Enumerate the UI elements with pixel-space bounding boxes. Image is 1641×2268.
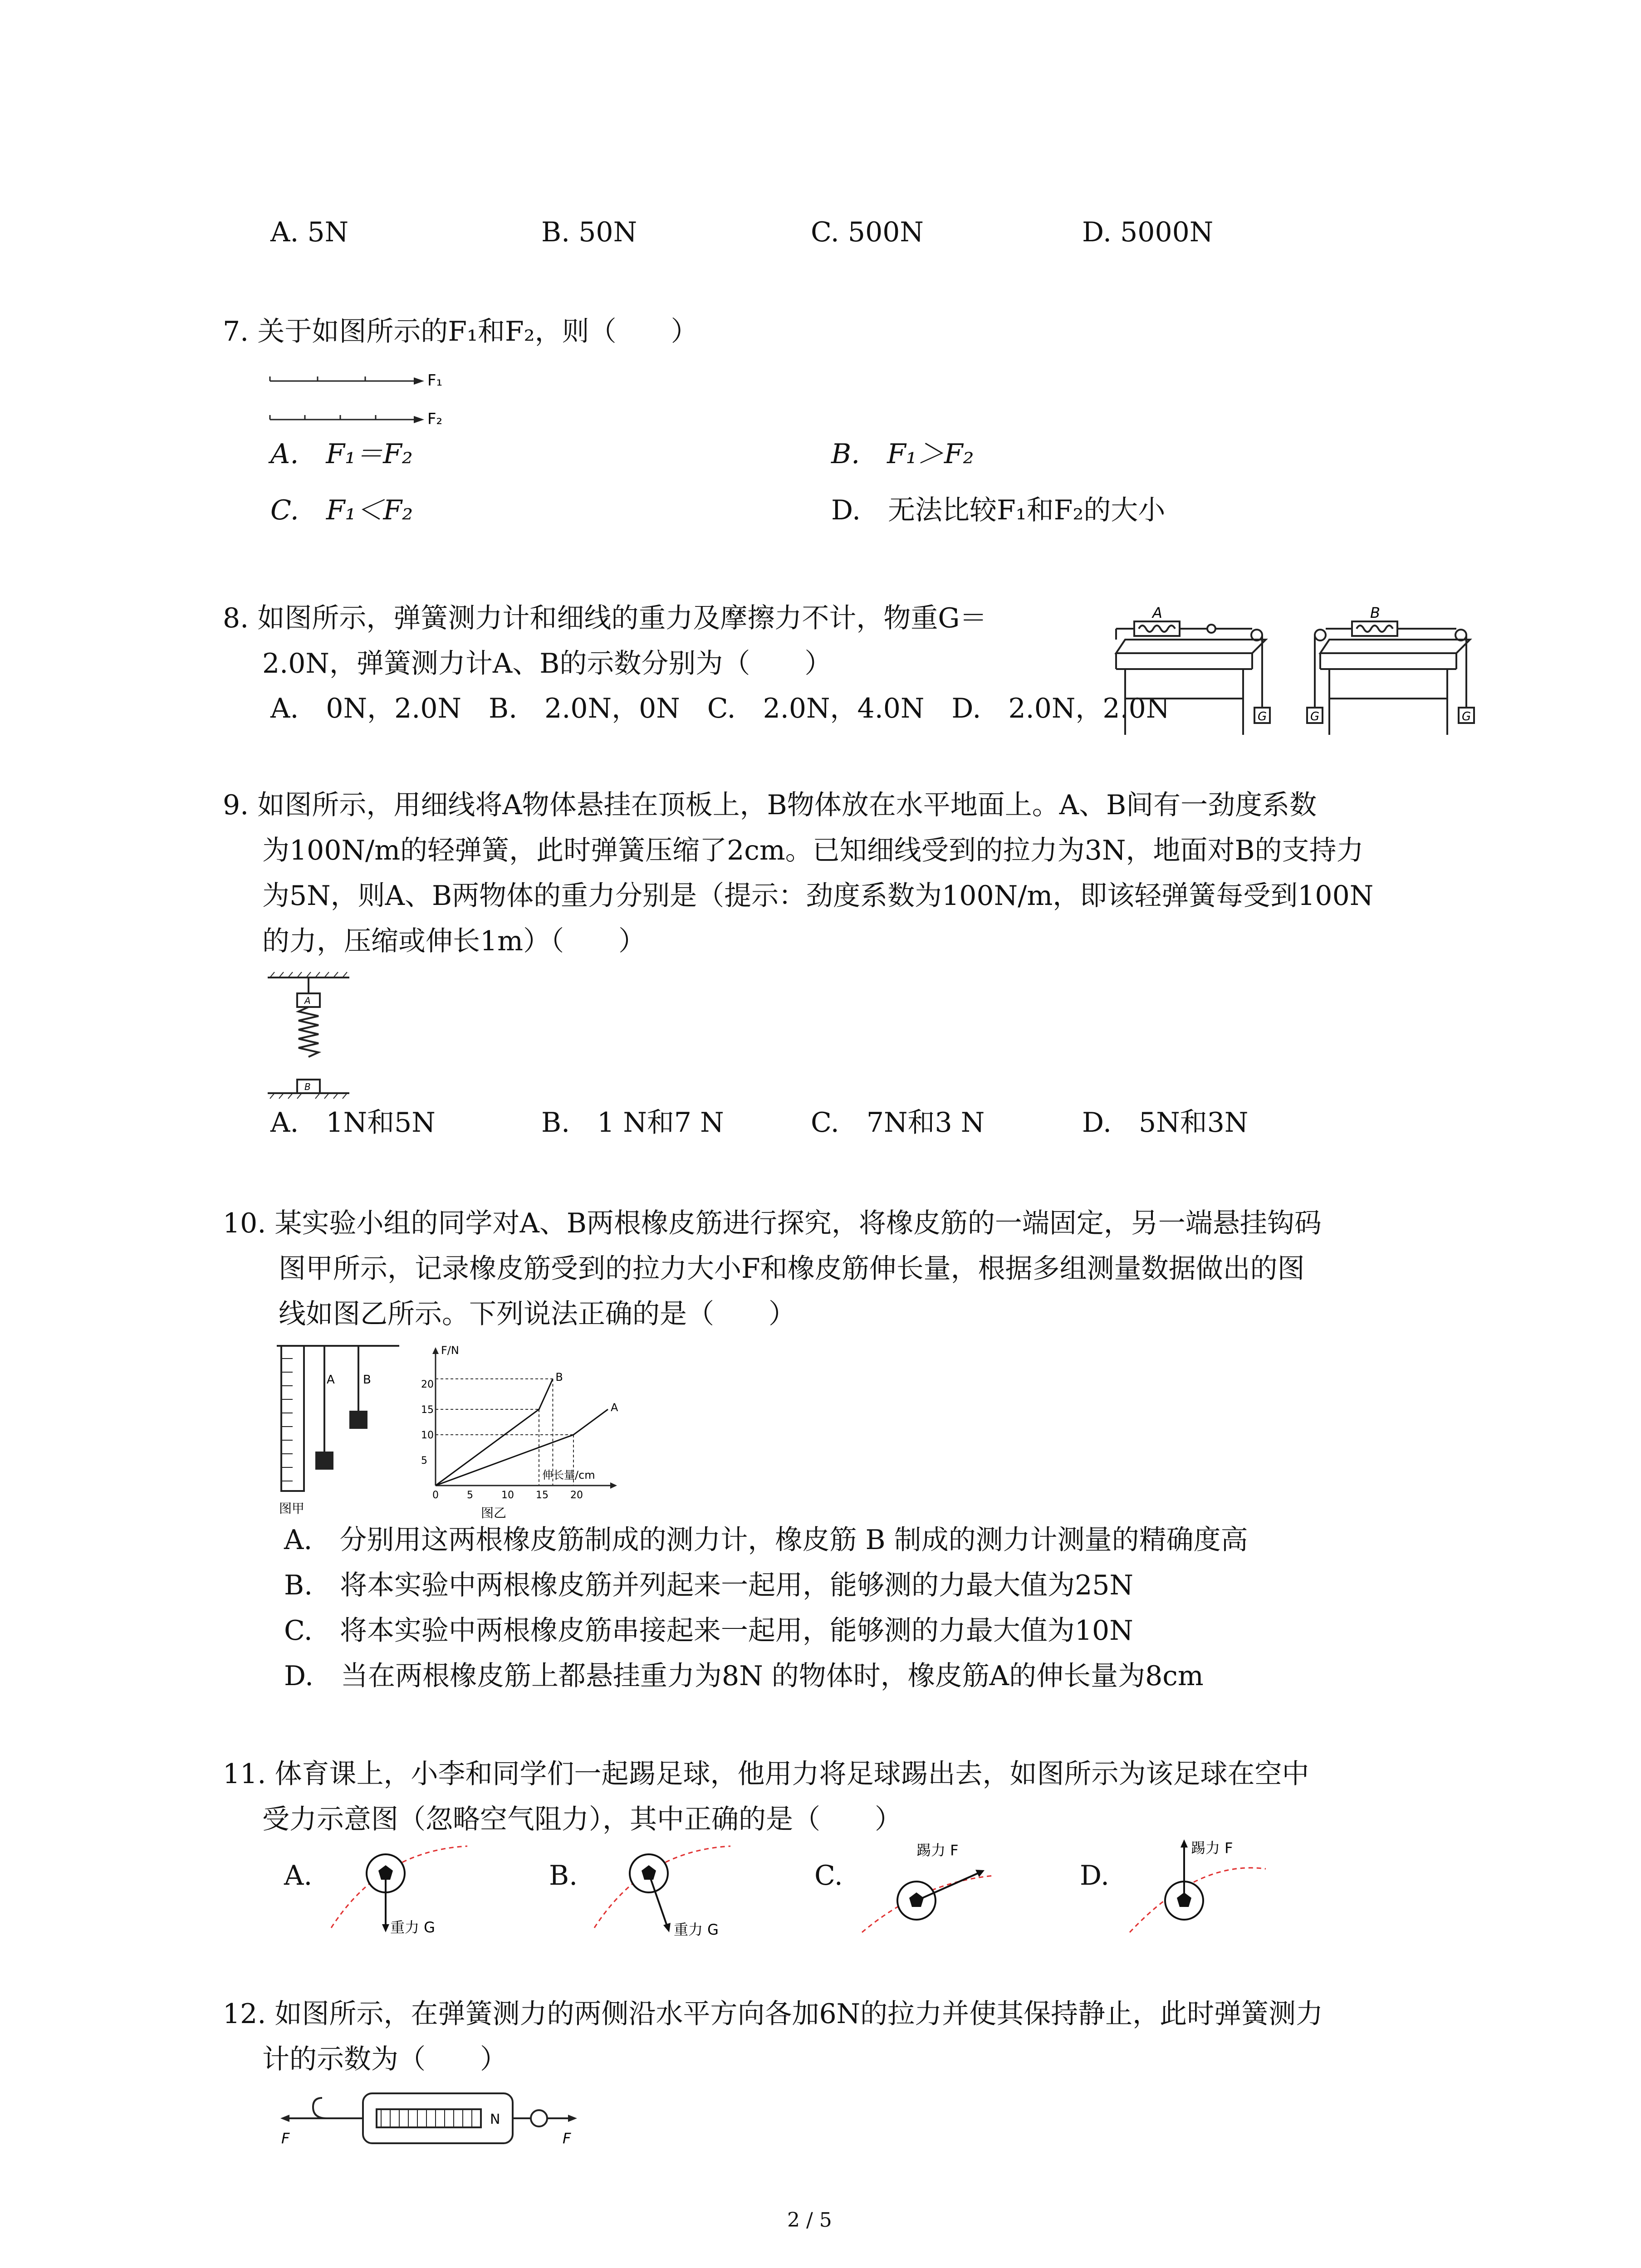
q11-fig-c xyxy=(857,1828,1030,1941)
q11-d-kick-label: 踢力 F xyxy=(1191,1839,1233,1857)
q7-option-b: B. F₁＞F₂ xyxy=(831,438,974,470)
q10-line1: 10. 某实验小组的同学对A、B两根橡皮筋进行探究，将橡皮筋的一端固定，另一端悬挂钩码 xyxy=(223,1207,1322,1239)
q6-option-b: B. 50N xyxy=(541,216,637,248)
q11-option-c-label: C. xyxy=(814,1860,843,1892)
q12-spring-scale-figure xyxy=(277,2087,585,2159)
chart-y-tick-1: 10 xyxy=(421,1430,434,1441)
q11-option-a-label: A. xyxy=(284,1860,313,1892)
q8-label-a: A xyxy=(1152,604,1162,621)
q9-option-b: B. 1 N和7 N xyxy=(541,1107,724,1139)
q9-label-a: A xyxy=(304,995,311,1006)
q9-line3: 为5N，则A、B两物体的重力分别是（提示：劲度系数为100N/m，即该轻弹簧每受到100N xyxy=(262,880,1374,912)
chart-y-tick-0: 5 xyxy=(421,1455,427,1466)
q12-line1: 12. 如图所示，在弹簧测力的两侧沿水平方向各加6N的拉力并使其保持静止，此时弹簧测力 xyxy=(223,1998,1323,2030)
q11-option-b-label: B. xyxy=(549,1860,578,1892)
q10-line2: 图甲所示，记录橡皮筋受到的拉力大小F和橡皮筋伸长量，根据多组测量数据做出的图 xyxy=(279,1253,1305,1285)
q11-fig-d xyxy=(1125,1828,1298,1941)
q11-line1: 11. 体育课上，小李和同学们一起踢足球，他用力将足球踢出去，如图所示为该足球在空中 xyxy=(223,1758,1309,1790)
q9-spring-figure xyxy=(265,968,352,1105)
q10-fig-jia xyxy=(272,1340,408,1517)
q9-option-a: A. 1N和5N xyxy=(270,1107,436,1139)
q12-line2: 计的示数为（ ） xyxy=(262,2043,507,2075)
q7-f2-label: F₂ xyxy=(427,410,443,428)
svg-text:A: A xyxy=(327,1373,335,1387)
q11-c-kick-label: 踢力 F xyxy=(916,1842,959,1859)
q8-weight-label-1: G xyxy=(1258,710,1267,723)
q10-option-b: B. 将本实验中两根橡皮筋并列起来一起用，能够测的力最大值为25N xyxy=(284,1569,1134,1601)
svg-text:B: B xyxy=(363,1373,371,1387)
q11-line2: 受力示意图（忽略空气阻力），其中正确的是（ ） xyxy=(262,1804,902,1835)
q9-line1: 9. 如图所示，用细线将A物体悬挂在顶板上，B物体放在水平地面上。A、B间有一劲度系数 xyxy=(223,789,1317,821)
q12-force-right-label: F xyxy=(563,2130,571,2147)
chart-x-tick-1: 5 xyxy=(467,1490,473,1501)
chart-x-label: 伸长量/cm xyxy=(542,1469,595,1481)
q9-option-d: D. 5N和3N xyxy=(1082,1107,1249,1139)
q9-line2: 为100N/m的轻弹簧，此时弹簧压缩了2cm。已知细线受到的拉力为3N，地面对B的支持力 xyxy=(262,835,1364,866)
q11-fig-a xyxy=(327,1837,490,1941)
q8-weight-label-3: G xyxy=(1462,710,1471,723)
chart-x-tick-0: 0 xyxy=(432,1490,439,1501)
q10-option-c: C. 将本实验中两根橡皮筋串接起来一起用，能够测的力最大值为10N xyxy=(284,1615,1133,1647)
q9-line4: 的力，压缩或伸长1m）（ ） xyxy=(262,925,646,957)
chart-series-label-B: B xyxy=(555,1370,563,1383)
q12-unit-label: N xyxy=(490,2112,500,2127)
chart-x-tick-4: 20 xyxy=(570,1490,583,1501)
chart-y-tick-2: 15 xyxy=(421,1404,434,1416)
page-number: 2 / 5 xyxy=(787,2209,832,2232)
q11-b-gravity-label: 重力 G xyxy=(674,1921,719,1938)
q7-option-d: D. 无法比较F₁和F₂的大小 xyxy=(831,494,1166,526)
q11-fig-b xyxy=(590,1837,753,1946)
q7-option-a: A. F₁＝F₂ xyxy=(270,438,413,470)
q6-option-a: A. 5N xyxy=(270,216,349,248)
q10-fig-yi-caption: 图乙 xyxy=(481,1505,507,1520)
q10-option-d: D. 当在两根橡皮筋上都悬挂重力为8N 的物体时，橡皮筋A的伸长量为8cm xyxy=(284,1660,1204,1692)
chart-series-B xyxy=(436,1379,553,1486)
q6-option-c: C. 500N xyxy=(811,216,924,248)
chart-y-label: F/N xyxy=(441,1344,459,1357)
q8-line2: 2.0N，弹簧测力计A、B的示数分别为（ ） xyxy=(262,648,832,679)
chart-y-tick-3: 20 xyxy=(421,1379,434,1390)
q9-option-c: C. 7N和3 N xyxy=(811,1107,985,1139)
q7-stem: 7. 关于如图所示的F₁和F₂，则（ ） xyxy=(223,316,698,347)
chart-x-tick-2: 10 xyxy=(501,1490,514,1501)
q11-option-d-label: D. xyxy=(1080,1860,1110,1892)
chart-series-label-A: A xyxy=(611,1401,618,1414)
q7-option-c: C. F₁＜F₂ xyxy=(270,494,413,526)
q7-force-arrows-figure xyxy=(268,363,458,435)
q8-line1: 8. 如图所示，弹簧测力计和细线的重力及摩擦力不计，物重G＝ xyxy=(223,602,987,634)
q10-line3: 线如图乙所示。下列说法正确的是（ ） xyxy=(279,1298,796,1330)
q10-option-a: A. 分别用这两根橡皮筋制成的测力计，橡皮筋 B 制成的测力计测量的精确度高 xyxy=(284,1524,1248,1556)
q11-a-gravity-label: 重力 G xyxy=(390,1919,435,1936)
q8-tables-figure xyxy=(1107,590,1479,739)
q8-label-b: B xyxy=(1370,604,1380,621)
q10-fig-jia-caption: 图甲 xyxy=(279,1501,305,1516)
q8-weight-label-2: G xyxy=(1310,710,1320,723)
chart-x-tick-3: 15 xyxy=(536,1490,549,1501)
q10-fig-yi-chart xyxy=(417,1340,653,1522)
q8-options: A. 0N，2.0N B. 2.0N，0N C. 2.0N，4.0N D. 2.0N，2.0N xyxy=(270,693,1170,724)
q12-force-left-label: F xyxy=(281,2130,290,2147)
q9-label-b: B xyxy=(304,1081,311,1092)
q7-f1-label: F₁ xyxy=(427,371,443,390)
q6-option-d: D. 5000N xyxy=(1082,216,1214,248)
